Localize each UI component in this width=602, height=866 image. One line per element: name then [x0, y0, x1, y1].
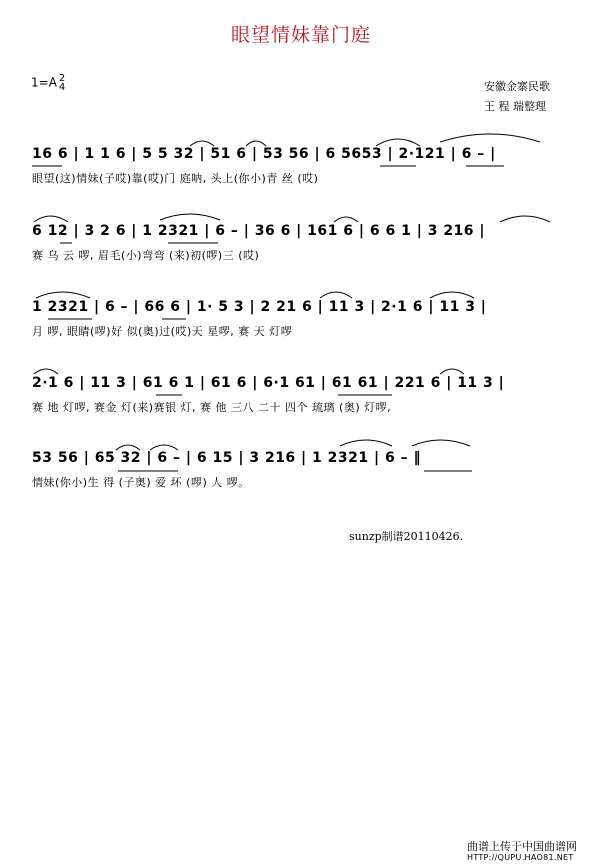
slur [340, 440, 392, 446]
watermark-line-1: 曲谱上传于中国曲谱网 [467, 840, 577, 853]
lyrics-line: 情妹(你小)生 得 (子奥) 爱 坏 (啰) 人 啰。 [32, 476, 250, 489]
notation-line: 2·1 6 | 11 3 | 61 6 1 | 61 6 | 6·1 61 | 61 61 | 221 6 | 11 3 | [32, 375, 505, 391]
slur [150, 445, 178, 450]
notation-line: 16 6 | 1 1 6 | 5 5 32 | 51 6 | 53 56 | 6 5653 | 2·121 | 6 – | [32, 146, 496, 162]
notation-line: 6 12 | 3 2 6 | 1 2321 | 6 – | 36 6 | 161 6 | 6 6 1 | 3 216 | [32, 223, 486, 239]
slur [440, 369, 464, 374]
slur [412, 440, 470, 446]
slur [334, 217, 358, 222]
watermark-line-2: HTTP://QUPU.HAO81.NET [467, 853, 574, 862]
lyrics-line: 赛 地 灯啰, 赛金 灯(来)赛银 灯, 赛 他 三八 二十 四个 琉璃 (奥) 灯啰, [32, 401, 392, 414]
key-prefix: 1=A [31, 75, 57, 90]
slur [116, 445, 140, 450]
slur [246, 141, 266, 146]
lyrics-line: 赛 乌 云 啰, 眉毛(小)弯弯 (来)初(啰)三 (哎) [32, 249, 260, 262]
slur [190, 141, 214, 146]
slur [320, 292, 352, 298]
lyrics-line: 眼望(这)情妹(子哎)靠(哎)门 庭呐, 头上(你小)青 丝 (哎) [32, 172, 319, 185]
notation-line: 53 56 | 65 32 | 6 – | 6 15 | 3 216 | 1 2321 | 6 – ‖ [32, 450, 421, 466]
arranger: 王 程 瑞整理 [484, 100, 546, 113]
slur [34, 369, 58, 374]
lyrics-line: 月 啰, 眼睛(啰)好 似(奥)过(哎)天 星啰, 赛 天 灯啰 [32, 325, 293, 338]
credit-line: sunzp制谱20110426. [349, 530, 464, 543]
time-top: 2 [58, 73, 66, 84]
slur [34, 216, 68, 222]
slur [440, 134, 540, 142]
slur [160, 214, 220, 220]
time-bottom: 4 [58, 82, 66, 93]
notation-line: 1 2321 | 6 – | 66 6 | 1· 5 3 | 2 21 6 | 11 3 | 2·1 6 | 11 3 | [32, 299, 487, 315]
page-title: 眼望情妹靠门庭 [230, 24, 371, 46]
slur [430, 292, 474, 298]
slur [500, 216, 550, 222]
song-origin: 安徽金寨民歌 [484, 80, 550, 93]
slur [376, 139, 420, 146]
slur [36, 292, 90, 298]
